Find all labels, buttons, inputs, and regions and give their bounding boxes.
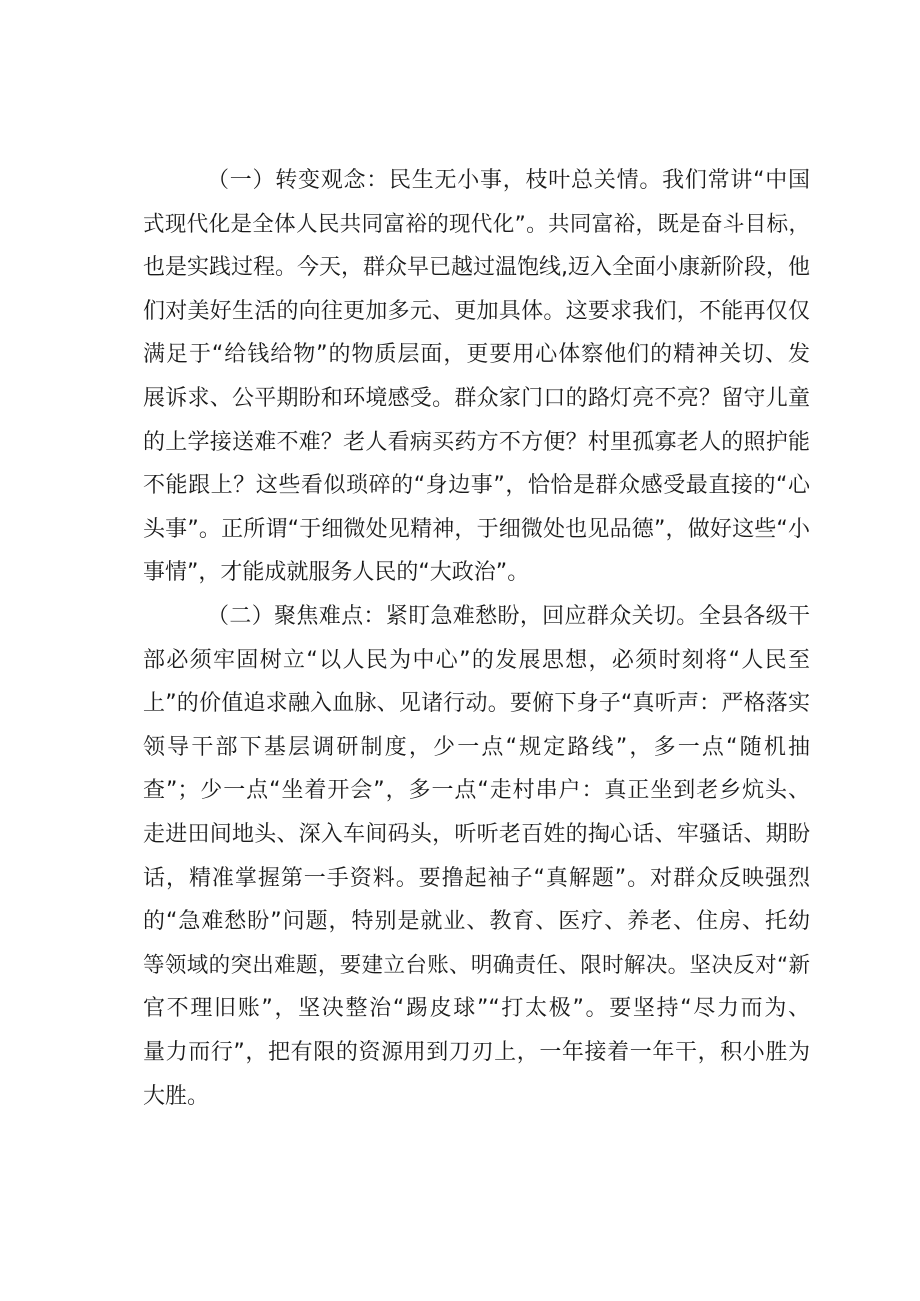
paragraph-line: （一）转变观念：民生无小事，枝叶总关情。我们常讲“中国 <box>207 168 810 193</box>
paragraph-line: 事情”，才能成就服务人民的“大政治”。 <box>143 560 530 586</box>
paragraph-line: 话，精准掌握第一手资料。要撸起袖子“真解题”。对群众反映强烈 <box>143 865 810 891</box>
paragraph-line: 等领域的突出难题，要建立台账、明确责任、限时解决。坚决反对“新 <box>143 952 810 978</box>
paragraph-line: 式现代化是全体人民共同富裕的现代化”。共同富裕，既是奋斗目标， <box>143 211 810 237</box>
paragraph-line: 展诉求、公平期盼和环境感受。群众家门口的路灯亮不亮？留守儿童 <box>143 385 810 411</box>
paragraph-line: 部必须牢固树立“以人民为中心”的发展思想，必须时刻将“人民至 <box>143 647 810 673</box>
paragraph-line: 走进田间地头、深入车间码头，听听老百姓的掏心话、牢骚话、期盼 <box>143 821 810 847</box>
paragraph-line: 领导干部下基层调研制度，少一点“规定路线”，多一点“随机抽 <box>143 734 810 760</box>
paragraph-line: 大胜。 <box>143 1083 210 1109</box>
paragraph-line: 不能跟上？这些看似琐碎的“身边事”，恰恰是群众感受最直接的“心 <box>143 473 810 499</box>
paragraph-line: 满足于“给钱给物”的物质层面，更要用心体察他们的精神关切、发 <box>143 342 810 368</box>
paragraph-line: 官不理旧账”，坚决整治“踢皮球”“打太极”。要坚持“尽力而为、 <box>143 996 810 1022</box>
paragraph-line: 的上学接送难不难？老人看病买药方不方便？村里孤寡老人的照护能 <box>143 429 810 455</box>
paragraph-line: 的“急难愁盼”问题，特别是就业、教育、医疗、养老、住房、托幼 <box>143 909 810 935</box>
paragraph-line: 们对美好生活的向往更加多元、更加具体。这要求我们，不能再仅仅 <box>143 298 810 324</box>
paragraph-line: 查”；少一点“坐着开会”，多一点“走村串户：真正坐到老乡炕头、 <box>143 778 810 804</box>
paragraph-line: 头事”。正所谓“于细微处见精神，于细微处也见品德”，做好这些“小 <box>143 516 810 542</box>
paragraph-transform-concept <box>143 159 810 595</box>
paragraph-line: 量力而行”，把有限的资源用到刀刃上，一年接着一年干，积小胜为 <box>143 1039 810 1065</box>
paragraph-line: 也是实践过程。今天，群众早已越过温饱线,迈入全面小康新阶段，他 <box>143 255 810 281</box>
paragraph-line: 上”的价值追求融入血脉、见诸行动。要俯下身子“真听声：严格落实 <box>143 691 810 717</box>
paragraph-focus-difficulties <box>143 595 810 1118</box>
paragraph-line: （二）聚焦难点：紧盯急难愁盼，回应群众关切。全县各级干 <box>207 604 810 629</box>
